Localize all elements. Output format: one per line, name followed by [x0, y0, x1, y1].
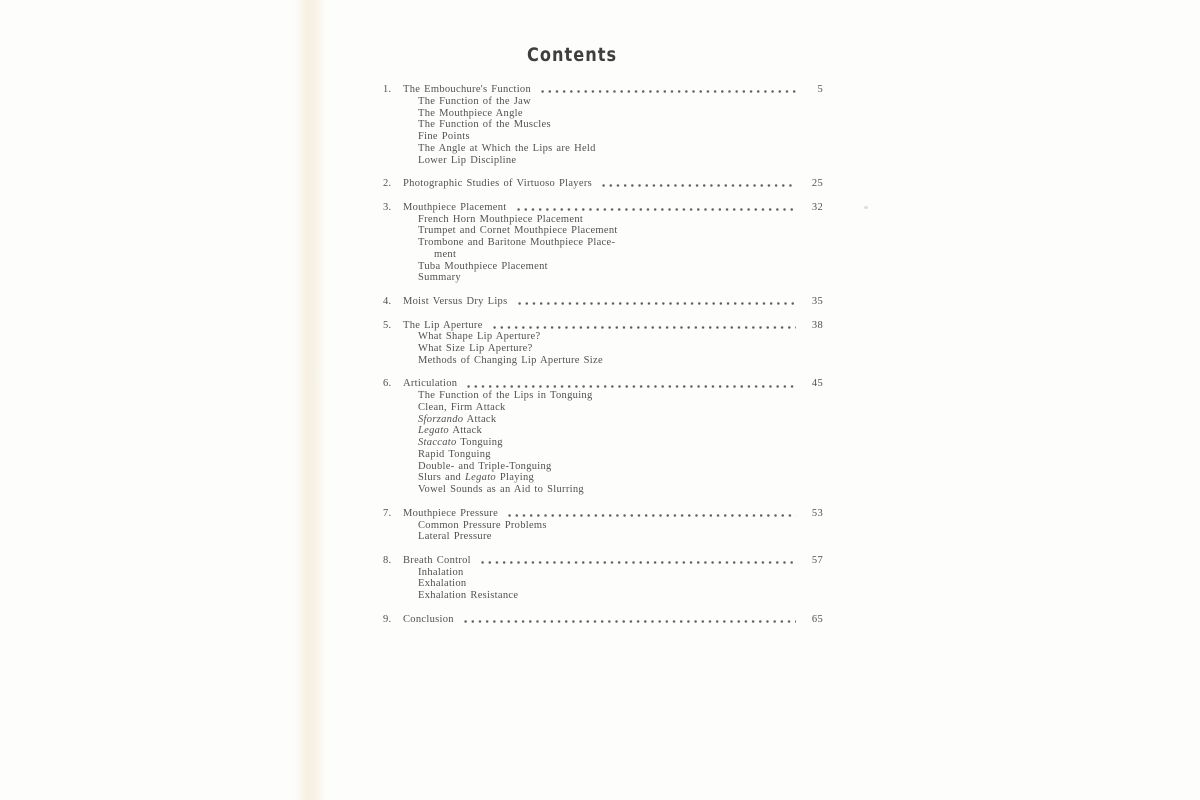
toc-subitem: [418, 414, 823, 426]
toc-subitem: [418, 131, 823, 143]
toc-entry: [383, 178, 823, 190]
chapter-title: The Lip Aperture: [403, 319, 483, 331]
toc-subitem: [418, 272, 823, 284]
dot-leader: [514, 203, 796, 214]
table-of-contents: [383, 84, 823, 626]
chapter-number: 8.: [383, 554, 392, 566]
toc-subitem: [418, 155, 823, 167]
subitem-text: Exhalation: [418, 578, 467, 590]
subitem-text: Clean, Firm Attack: [418, 401, 506, 413]
chapter-title: Conclusion: [403, 613, 454, 625]
chapter-page-number: 57: [811, 554, 823, 566]
toc-subitem: [418, 119, 823, 131]
toc-subitem: [434, 249, 823, 261]
dot-leader: [515, 297, 797, 308]
chapter-page-number: 25: [811, 178, 823, 190]
subitem-text: What Size Lip Aperture?: [418, 343, 533, 355]
toc-subitem: [418, 531, 823, 543]
subitem-text: Summary: [418, 272, 461, 284]
toc-chapter: [383, 84, 823, 166]
subitem-italic-text: Legato: [465, 472, 496, 484]
toc-chapter: [383, 614, 823, 626]
chapter-number: 7.: [383, 507, 392, 519]
toc-entry: [383, 378, 823, 390]
subitem-text: The Mouthpiece Angle: [418, 107, 523, 119]
subitem-text: Tuba Mouthpiece Placement: [418, 260, 548, 272]
chapter-number: 4.: [383, 295, 392, 307]
subitem-text: Attack: [448, 425, 483, 437]
subitem-italic-text: Staccato: [418, 437, 457, 449]
toc-entry: [383, 508, 823, 520]
toc-entry: [383, 614, 823, 626]
subitem-text: Lower Lip Discipline: [418, 154, 517, 166]
chapter-title: Articulation: [403, 378, 458, 390]
subitem-text: Slurs and: [418, 472, 465, 484]
chapter-page-number: 35: [811, 295, 823, 307]
subitem-text: Lateral Pressure: [418, 531, 492, 543]
subitem-text: The Function of the Jaw: [418, 95, 531, 107]
subitem-text: What Shape Lip Aperture?: [418, 331, 541, 343]
toc-subitem: [418, 331, 823, 343]
toc-subitem: [418, 425, 823, 437]
chapter-page-number: 5: [817, 84, 823, 95]
subitem-text: Attack: [463, 413, 497, 425]
subitem-text: The Function of the Lips in Tonguing: [418, 390, 593, 402]
subitem-text: Vowel Sounds as an Aid to Slurring: [418, 484, 584, 496]
chapter-title: Mouthpiece Placement: [403, 201, 507, 213]
scan-artifact-speck: [864, 206, 868, 209]
chapter-title: Breath Control: [403, 554, 471, 566]
toc-chapter: [383, 320, 823, 367]
toc-entry: [383, 320, 823, 332]
toc-subitem: [418, 237, 823, 249]
toc-entry: [383, 84, 823, 96]
subitem-italic-text: Legato: [418, 425, 449, 437]
chapter-title: Photographic Studies of Virtuoso Players: [403, 178, 592, 190]
subitem-text: French Horn Mouthpiece Placement: [418, 213, 584, 225]
chapter-number: 5.: [383, 319, 392, 331]
chapter-page-number: 65: [811, 613, 823, 625]
dot-leader: [538, 85, 796, 96]
chapter-page-number: 38: [811, 319, 823, 331]
subitem-text: Double- and Triple-Tonguing: [418, 460, 552, 472]
chapter-number: 9.: [383, 613, 392, 625]
toc-subitem: [418, 449, 823, 461]
dot-leader: [490, 320, 796, 331]
toc-subitem: [418, 108, 823, 120]
chapter-page-number: 45: [811, 378, 823, 390]
toc-chapter: [383, 508, 823, 543]
chapter-number: 2.: [383, 178, 392, 190]
chapter-number: 6.: [383, 378, 392, 390]
toc-subitem: [418, 214, 823, 226]
subitem-text: Inhalation: [418, 566, 464, 578]
toc-subitem: [418, 261, 823, 273]
subitem-text: Trumpet and Cornet Mouthpiece Placement: [418, 225, 618, 237]
chapter-number: 1.: [383, 84, 392, 95]
dot-leader: [505, 509, 796, 520]
toc-subitem: [418, 567, 823, 579]
subitem-text: Methods of Changing Lip Aperture Size: [418, 354, 603, 366]
toc-subitem: [418, 355, 823, 367]
chapter-title: Moist Versus Dry Lips: [403, 295, 508, 307]
toc-subitem: [418, 590, 823, 602]
chapter-title: The Embouchure's Function: [403, 84, 532, 95]
chapter-page-number: 53: [811, 507, 823, 519]
toc-entry: [383, 296, 823, 308]
toc-subitem: [418, 143, 823, 155]
toc-subitem: [418, 96, 823, 108]
toc-entry: [383, 555, 823, 567]
toc-subitem: [418, 520, 823, 532]
subitem-italic-text: Sforzando: [418, 413, 464, 425]
toc-chapter: [383, 202, 823, 284]
toc-subitem: [418, 390, 823, 402]
toc-subitem: [418, 343, 823, 355]
subitem-text: Common Pressure Problems: [418, 519, 547, 531]
toc-subitem: [418, 472, 823, 484]
toc-entry: [383, 202, 823, 214]
chapter-page-number: 32: [811, 201, 823, 213]
subitem-text: The Function of the Muscles: [418, 119, 551, 131]
toc-subitem: [418, 437, 823, 449]
toc-chapter: [383, 296, 823, 308]
toc-chapter: [383, 378, 823, 496]
dot-leader: [478, 556, 796, 567]
dot-leader: [599, 179, 796, 190]
subitem-text: The Angle at Which the Lips are Held: [418, 142, 596, 154]
subitem-text: Rapid Tonguing: [418, 448, 491, 460]
toc-subitem: [418, 402, 823, 414]
subitem-text: ment: [434, 248, 457, 260]
toc-subitem: [418, 225, 823, 237]
chapter-title: Mouthpiece Pressure: [403, 507, 499, 519]
page-title: Contents: [527, 44, 618, 66]
subitem-text: Exhalation Resistance: [418, 590, 519, 602]
subitem-text: Playing: [495, 472, 535, 484]
chapter-number: 3.: [383, 201, 392, 213]
toc-subitem: [418, 461, 823, 473]
toc-chapter: [383, 555, 823, 602]
subitem-text: Tonguing: [456, 437, 503, 449]
page-edge-shadow: [294, 0, 326, 800]
toc-subitem: [418, 578, 823, 590]
subitem-text: Fine Points: [418, 131, 470, 142]
dot-leader: [461, 615, 796, 626]
toc-subitem: [418, 484, 823, 496]
dot-leader: [464, 379, 796, 390]
toc-chapter: [383, 178, 823, 190]
subitem-text: Trombone and Baritone Mouthpiece Place-: [418, 237, 616, 249]
